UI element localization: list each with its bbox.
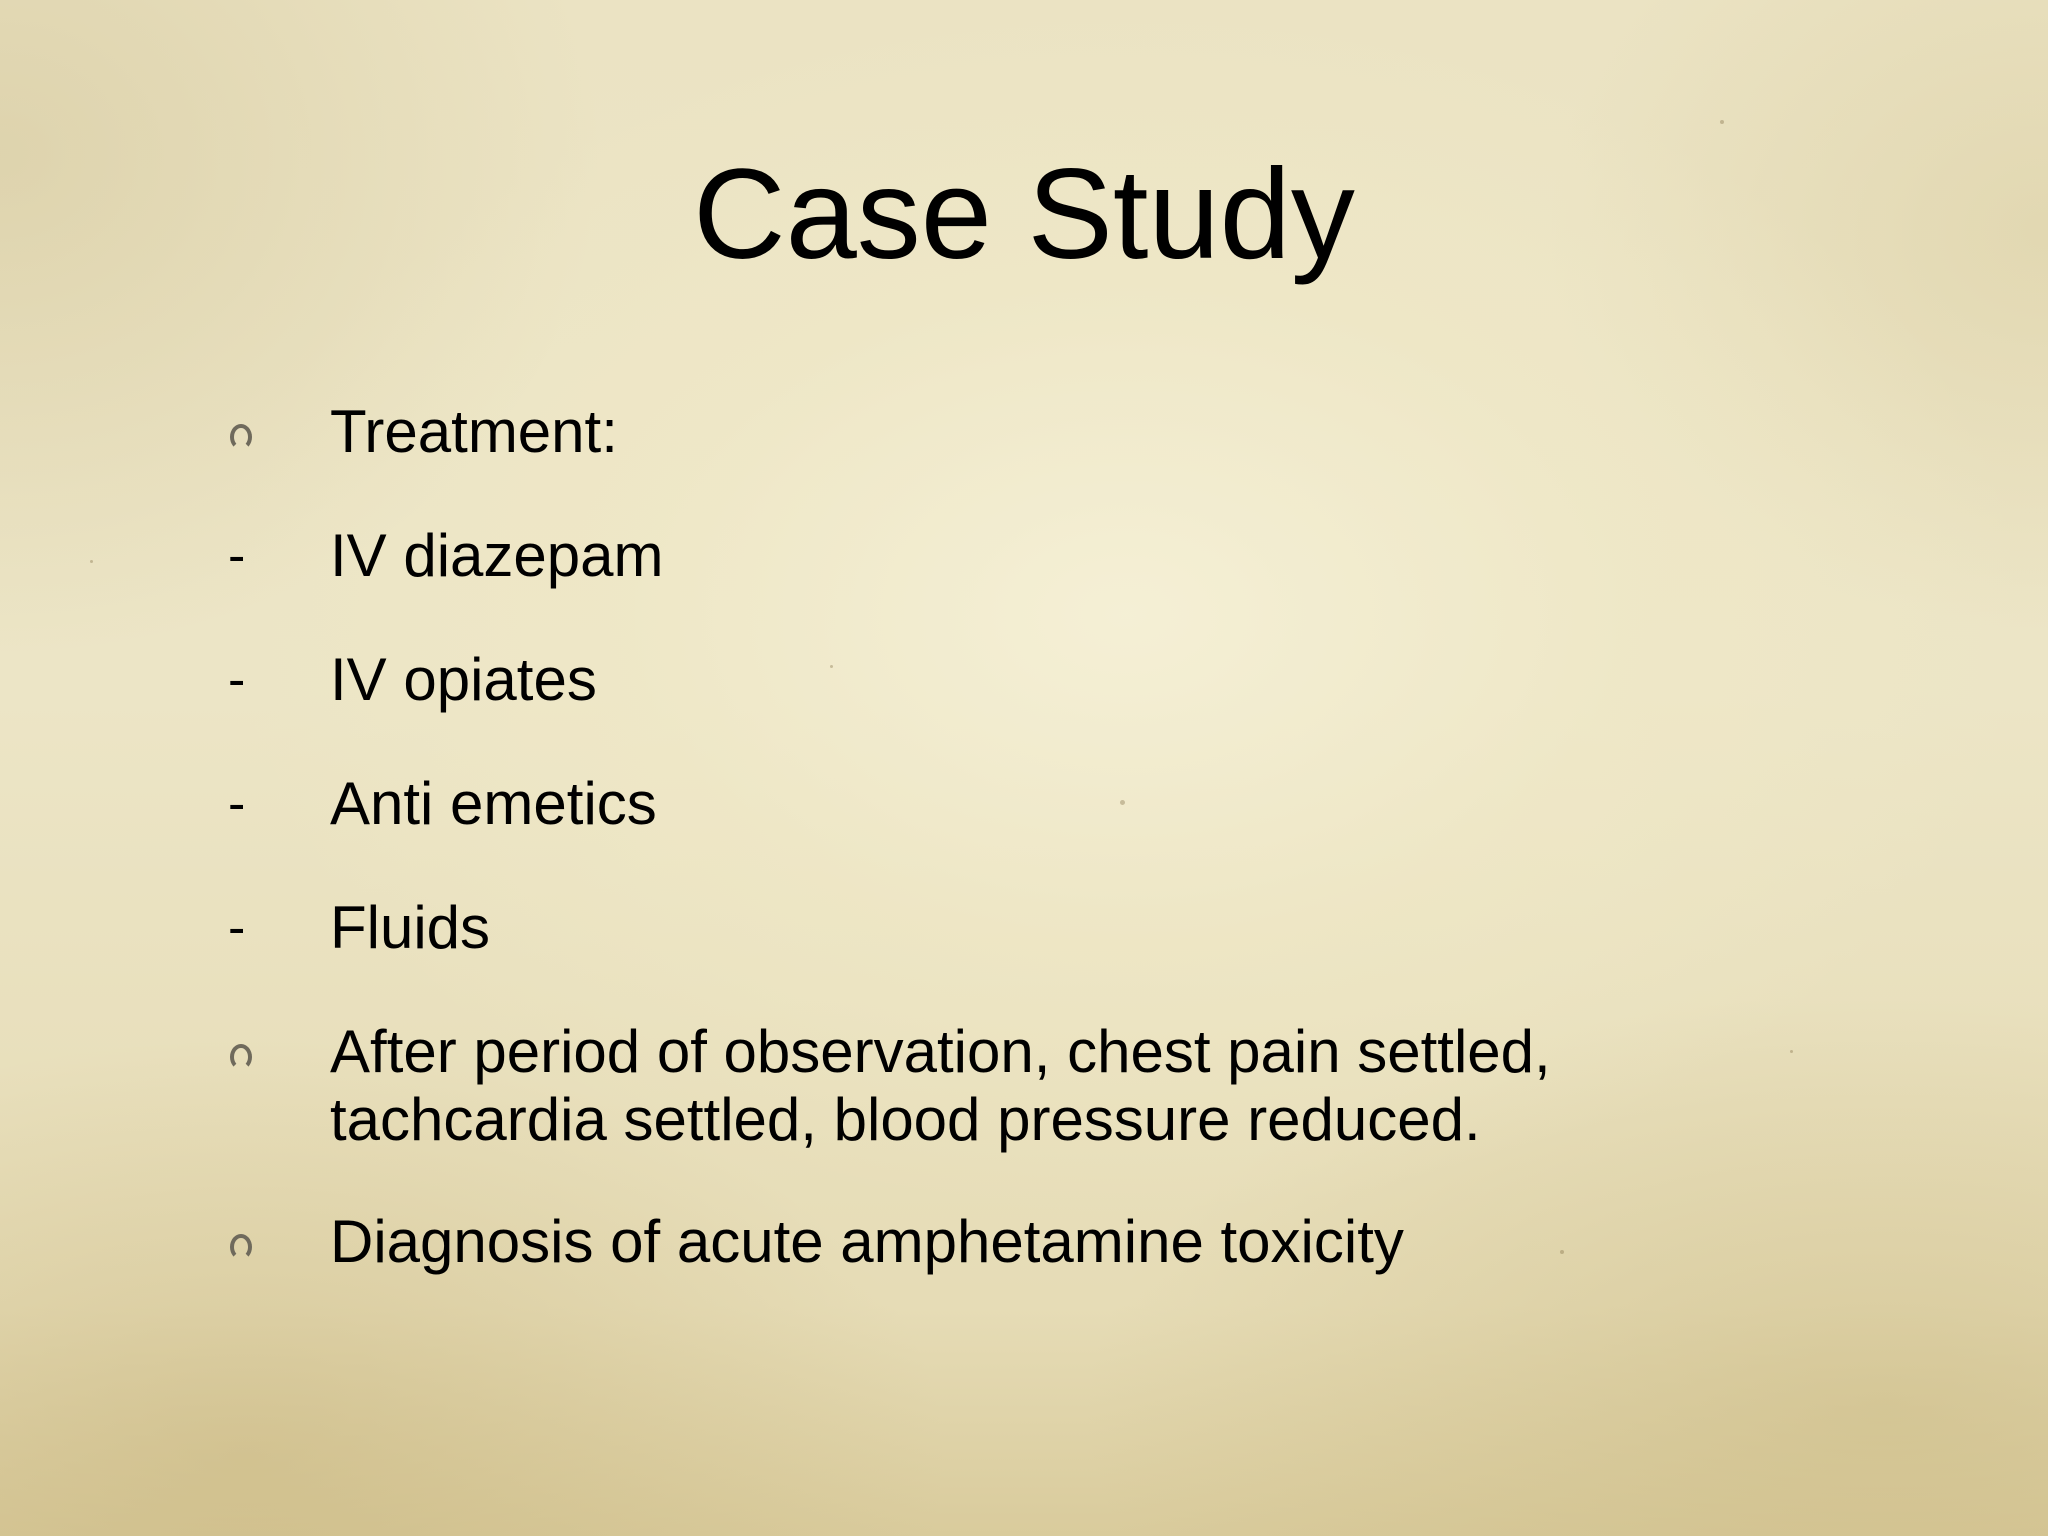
paper-speck <box>1720 120 1724 124</box>
dash-marker <box>224 522 274 590</box>
dash-marker <box>224 770 274 838</box>
sub-item-text: IV opiates <box>330 646 597 713</box>
ring-bullet-icon <box>230 1044 252 1070</box>
dash-glyph: - <box>228 775 246 833</box>
bullet-marker <box>224 1208 274 1276</box>
bullet-marker <box>224 1018 274 1086</box>
sub-item-text: Anti emetics <box>330 770 657 837</box>
dash-marker <box>224 646 274 714</box>
bullet-text: After period of observation, chest pain settled, tachcardia settled, blood pressure reduced. <box>330 1018 1551 1153</box>
sub-item-text: Fluids <box>330 894 491 961</box>
bullet-text: Treatment: <box>330 398 618 465</box>
sub-item-text: IV diazepam <box>330 522 664 589</box>
slide-title: Case Study <box>693 143 1355 286</box>
dash-glyph: - <box>228 651 246 709</box>
bullet-text: Diagnosis of acute amphetamine toxicity <box>330 1208 1404 1275</box>
ring-bullet-icon <box>230 1234 252 1260</box>
paper-speck <box>1790 1050 1793 1053</box>
paper-speck <box>90 560 93 563</box>
dash-glyph: - <box>228 899 246 957</box>
bullet-marker <box>224 398 274 466</box>
dash-glyph: - <box>228 527 246 585</box>
dash-marker <box>224 894 274 962</box>
ring-bullet-icon <box>230 424 252 450</box>
